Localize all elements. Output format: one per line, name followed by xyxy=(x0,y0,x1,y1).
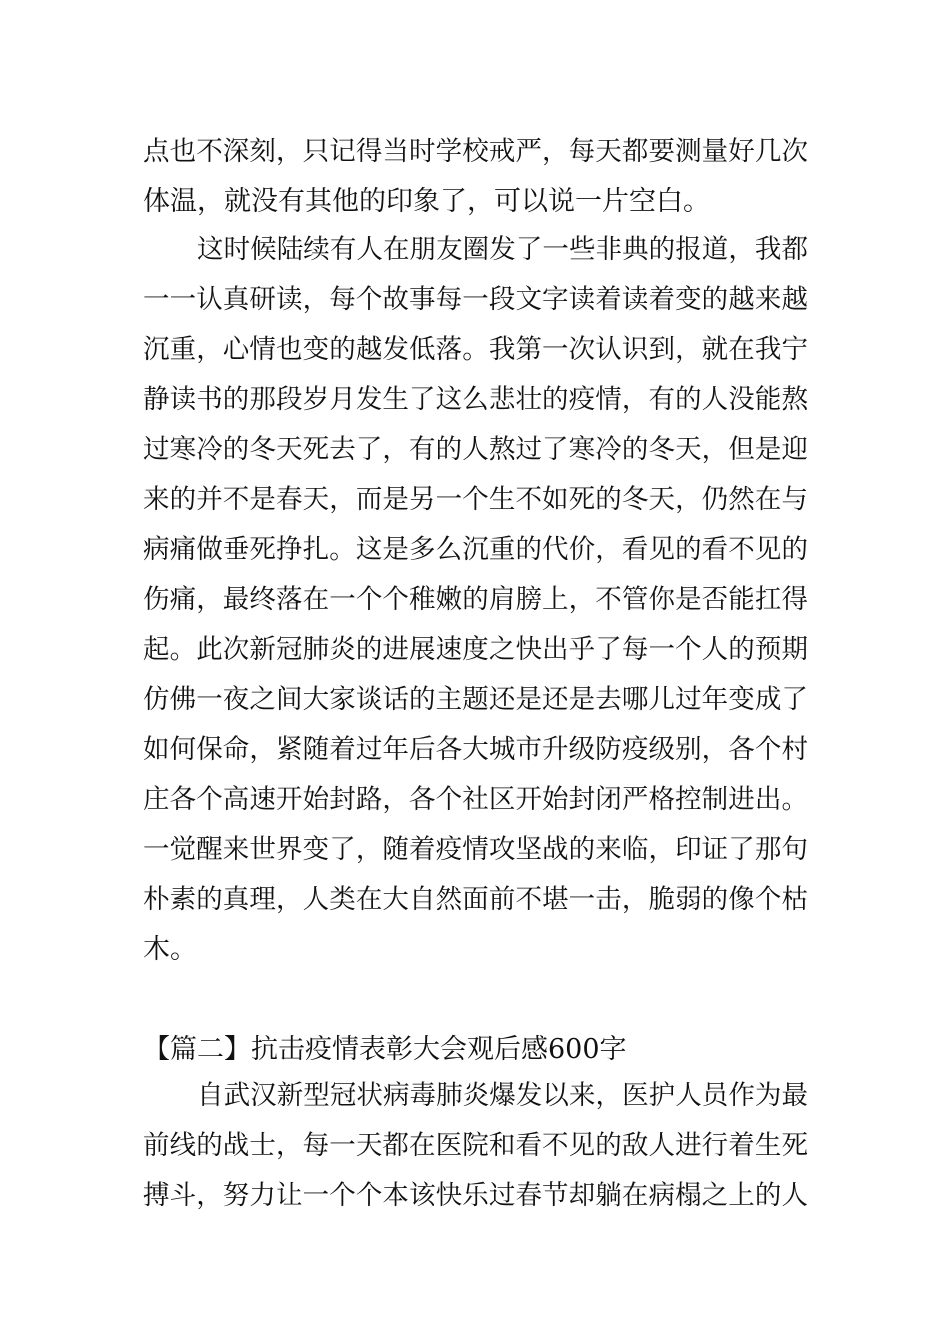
paragraph-line: 静读书的那段岁月发生了这么悲壮的疫情，有的人没能熬 xyxy=(143,384,808,415)
paragraph-line: 前线的战士，每一天都在医院和看不见的敌人进行着生死 xyxy=(143,1130,808,1161)
paragraph-line: 点也不深刻，只记得当时学校戒严，每天都要测量好几次 xyxy=(143,136,808,167)
paragraph-line: 伤痛，最终落在一个个稚嫩的肩膀上，不管你是否能扛得 xyxy=(143,584,808,615)
section-heading: 【篇二】抗击疫情表彰大会观后感600字 xyxy=(143,1034,627,1065)
paragraph-line: 自武汉新型冠状病毒肺炎爆发以来，医护人员作为最 xyxy=(197,1080,808,1111)
paragraph-line: 过寒冷的冬天死去了，有的人熬过了寒冷的冬天，但是迎 xyxy=(143,434,808,465)
paragraph-3 xyxy=(143,1071,808,1221)
paragraph-line: 如何保命，紧随着过年后各大城市升级防疫级别，各个村 xyxy=(143,734,808,765)
paragraph-line: 一觉醒来世界变了，随着疫情攻坚战的来临，印证了那句 xyxy=(143,834,808,865)
paragraph-line: 病痛做垂死挣扎。这是多么沉重的代价，看见的看不见的 xyxy=(143,534,808,565)
paragraph-line: 起。此次新冠肺炎的进展速度之快出乎了每一个人的预期 xyxy=(143,634,808,665)
paragraph-1 xyxy=(143,127,808,227)
paragraph-line: 朴素的真理，人类在大自然面前不堪一击，脆弱的像个枯 xyxy=(143,884,808,915)
paragraph-line: 这时候陆续有人在朋友圈发了一些非典的报道，我都 xyxy=(197,234,808,265)
paragraph-line: 体温，就没有其他的印象了，可以说一片空白。 xyxy=(143,186,710,217)
paragraph-line: 搏斗，努力让一个个本该快乐过春节却躺在病榻之上的人 xyxy=(143,1180,808,1211)
paragraph-line: 沉重，心情也变的越发低落。我第一次认识到，就在我宁 xyxy=(143,334,808,365)
paragraph-line: 庄各个高速开始封路，各个社区开始封闭严格控制进出。 xyxy=(143,784,808,815)
paragraph-line: 来的并不是春天，而是另一个生不如死的冬天，仍然在与 xyxy=(143,484,808,515)
paragraph-line: 仿佛一夜之间大家谈话的主题还是还是去哪儿过年变成了 xyxy=(143,684,808,715)
paragraph-line: 一一认真研读，每个故事每一段文字读着读着变的越来越 xyxy=(143,284,808,315)
paragraph-line: 木。 xyxy=(143,934,197,965)
paragraph-2 xyxy=(143,225,808,975)
